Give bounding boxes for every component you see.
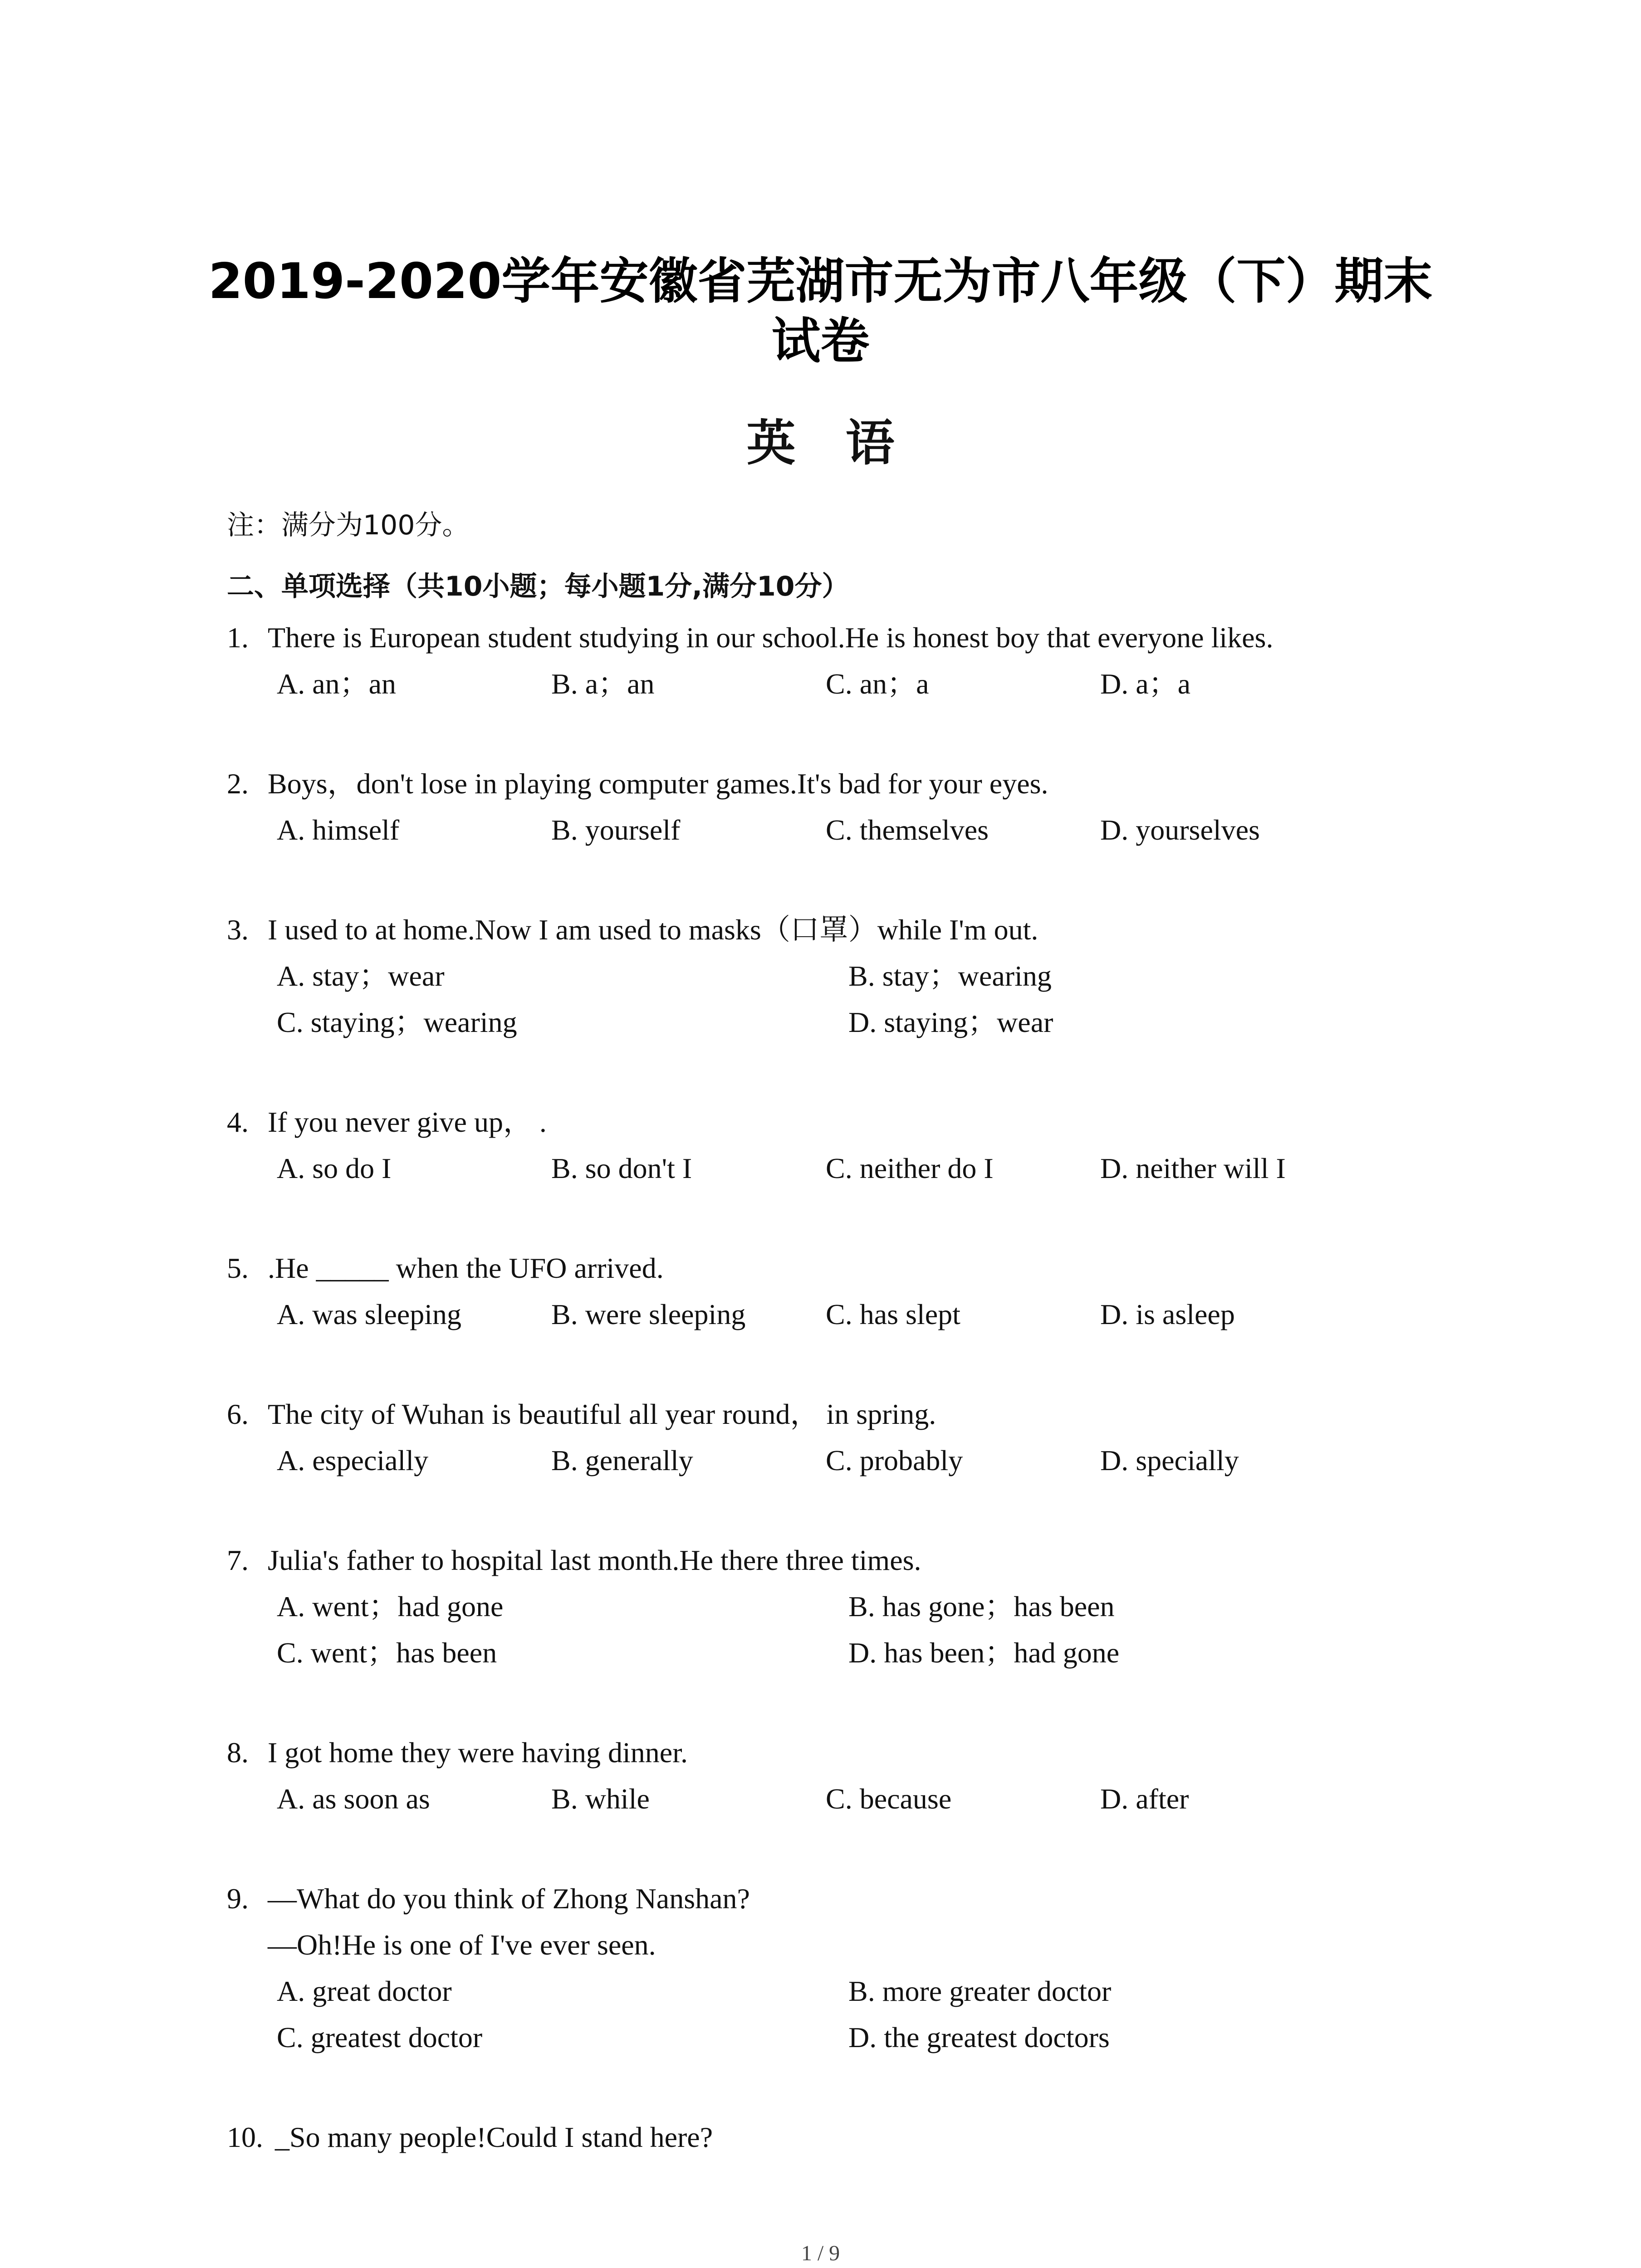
option-a: A. himself <box>277 814 400 846</box>
question-8 <box>227 1730 1452 1822</box>
question-stem: Boys，don't lose in playing computer games.It's bad for your eyes. <box>268 767 1048 800</box>
option-c: C. themselves <box>826 814 989 846</box>
question-9 <box>227 1876 1452 2061</box>
question-1 <box>227 615 1452 707</box>
question-number: 2. <box>227 767 249 800</box>
option-d: D. has been；had gone <box>848 1637 1120 1669</box>
title-line-1: 2019-2020学年安徽省芜湖市无为市八年级（下）期末 <box>208 253 1433 310</box>
option-b: B. more greater doctor <box>848 1975 1112 2007</box>
question-stem: If you never give up， . <box>268 1106 547 1138</box>
question-stem: There is European student studying in our school.He is honest boy that everyone likes. <box>268 621 1274 654</box>
question-stem: The city of Wuhan is beautiful all year round， in spring. <box>268 1398 936 1430</box>
title-line-2: 试卷 <box>771 313 870 370</box>
option-b: B. yourself <box>551 814 681 846</box>
option-d: D. a；a <box>1100 668 1191 700</box>
question-number: 10. <box>227 2121 263 2153</box>
option-c: C. greatest doctor <box>277 2021 483 2053</box>
option-c: C. staying；wearing <box>277 1006 517 1038</box>
question-7 <box>227 1537 1452 1676</box>
option-c: C. went；has been <box>277 1637 497 1669</box>
option-b: B. while <box>551 1783 650 1815</box>
question-number: 8. <box>227 1736 249 1769</box>
option-a: A. an；an <box>277 668 397 700</box>
option-d: D. after <box>1100 1783 1189 1815</box>
option-d: D. is asleep <box>1100 1298 1235 1330</box>
page-number: 1 / 9 <box>801 2241 840 2265</box>
option-b: B. generally <box>551 1444 693 1476</box>
option-b: B. stay；wearing <box>848 960 1052 992</box>
score-note: 注：满分为100分。 <box>227 509 470 541</box>
option-c: C. an；a <box>826 668 929 700</box>
question-number: 9. <box>227 1882 249 1915</box>
subject-heading: 英语 <box>746 415 945 472</box>
option-b: B. were sleeping <box>551 1298 746 1330</box>
question-number: 6. <box>227 1398 249 1430</box>
question-stem: _So many people!Could I stand here? <box>268 2121 713 2153</box>
question-stem: I got home they were having dinner. <box>268 1736 688 1769</box>
option-b: B. a；an <box>551 668 655 700</box>
option-d: D. staying；wear <box>848 1006 1053 1038</box>
option-c: C. because <box>826 1783 952 1815</box>
option-c: C. has slept <box>826 1298 960 1330</box>
option-d: D. neither will I <box>1100 1152 1286 1184</box>
option-a: A. stay；wear <box>277 960 445 992</box>
option-b: B. has gone；has been <box>848 1590 1115 1623</box>
section-heading: 二、单项选择（共10小题；每小题1分,满分10分） <box>227 571 849 602</box>
option-d: D. specially <box>1100 1444 1239 1476</box>
option-d: D. the greatest doctors <box>848 2021 1110 2053</box>
question-2 <box>227 761 1452 853</box>
question-4 <box>227 1099 1452 1192</box>
option-c: C. neither do I <box>826 1152 994 1184</box>
question-number: 4. <box>227 1106 249 1138</box>
question-number: 7. <box>227 1544 249 1576</box>
question-stem-line-2: —Oh!He is one of I've ever seen. <box>268 1929 656 1961</box>
question-stem: .He _____ when the UFO arrived. <box>268 1252 664 1284</box>
option-b: B. so don't I <box>551 1152 692 1184</box>
question-stem: Julia's father to hospital last month.He there three times. <box>268 1544 921 1576</box>
question-stem: —What do you think of Zhong Nanshan? <box>268 1882 750 1915</box>
question-list <box>227 615 1452 2214</box>
question-3 <box>227 907 1452 1046</box>
option-a: A. was sleeping <box>277 1298 462 1330</box>
question-6 <box>227 1391 1452 1484</box>
question-stem: I used to at home.Now I am used to masks（口罩）while I'm out. <box>268 914 1038 946</box>
option-a: A. great doctor <box>277 1975 452 2007</box>
question-10 <box>227 2114 1452 2160</box>
question-5 <box>227 1245 1452 1338</box>
option-a: A. so do I <box>277 1152 392 1184</box>
option-a: A. went；had gone <box>277 1590 504 1623</box>
question-number: 3. <box>227 914 249 946</box>
option-a: A. as soon as <box>277 1783 430 1815</box>
option-c: C. probably <box>826 1444 963 1476</box>
option-d: D. yourselves <box>1100 814 1260 846</box>
question-number: 1. <box>227 621 249 654</box>
option-a: A. especially <box>277 1444 429 1476</box>
exam-title <box>0 252 1641 371</box>
question-number: 5. <box>227 1252 249 1284</box>
